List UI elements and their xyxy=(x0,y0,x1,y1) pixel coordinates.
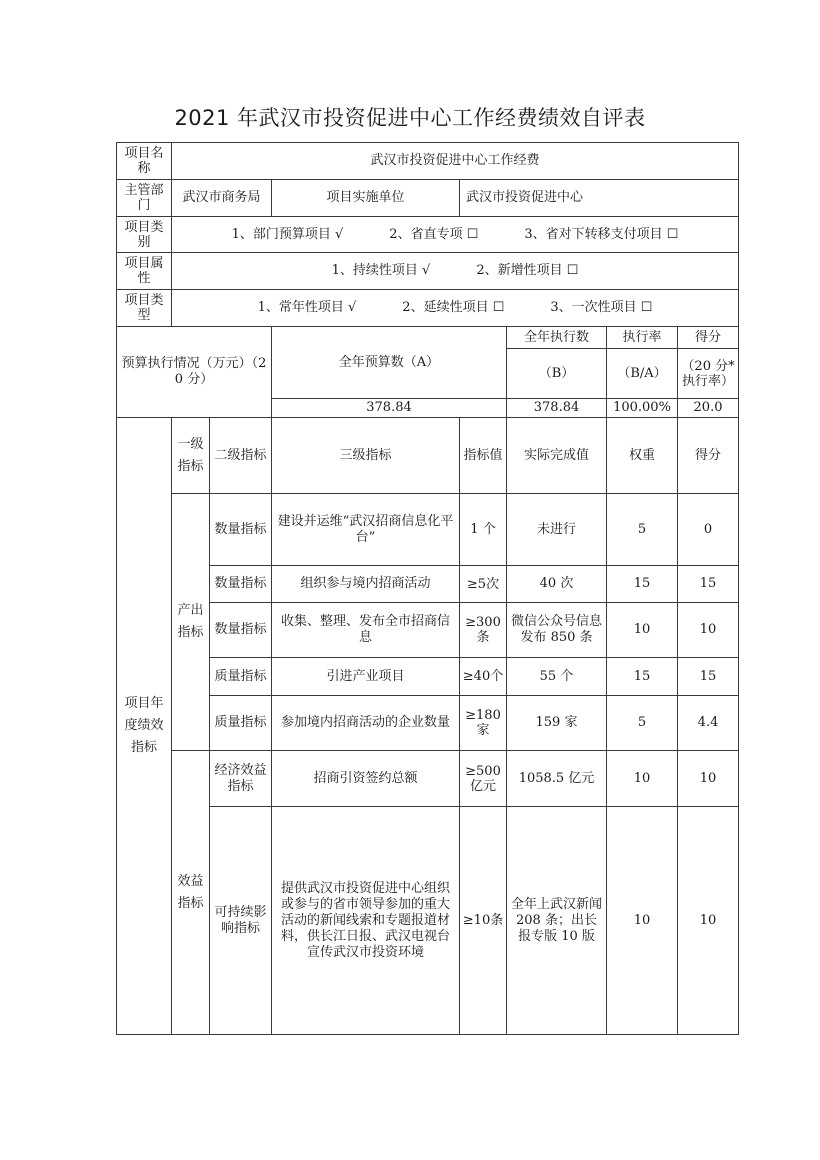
indicator-weight: 15 xyxy=(607,566,678,603)
department-value: 武汉市商务局 xyxy=(172,180,272,217)
indicator-level2: 可持续影响指标 xyxy=(210,807,272,1035)
indicator-score: 0 xyxy=(678,494,739,566)
project-type-label: 项目类型 xyxy=(117,290,172,327)
indicator-target: ≥5次 xyxy=(460,566,507,603)
indicator-score: 10 xyxy=(678,751,739,807)
indicator-score: 10 xyxy=(678,603,739,658)
indicator-score: 15 xyxy=(678,658,739,696)
indicator-row xyxy=(117,658,739,696)
evaluation-table xyxy=(116,142,739,1035)
indicator-row xyxy=(117,566,739,603)
budget-col-score-bottom: （20 分*执行率） xyxy=(678,349,739,399)
indicator-weight: 5 xyxy=(607,494,678,566)
type-option-extended: 2、延续性项目 ☐ xyxy=(402,300,505,315)
indicator-target: ≥40个 xyxy=(460,658,507,696)
implementing-unit-label: 项目实施单位 xyxy=(272,180,460,217)
project-type-options xyxy=(172,290,739,327)
indicator-weight: 15 xyxy=(607,658,678,696)
indicator-weight: 10 xyxy=(607,751,678,807)
type-option-annual: 1、常年性项目 √ xyxy=(257,300,357,315)
project-category-row xyxy=(117,217,739,253)
header-target: 指标值 xyxy=(460,418,507,494)
header-level1: 一级指标 xyxy=(172,418,210,494)
indicator-level3: 组织参与境内招商活动 xyxy=(272,566,460,603)
indicator-section-label: 项目年度绩效指标 xyxy=(117,418,172,1035)
department-label: 主管部门 xyxy=(117,180,172,217)
project-name-value: 武汉市投资促进中心工作经费 xyxy=(172,143,739,180)
header-actual: 实际完成值 xyxy=(507,418,607,494)
attribute-option-new: 2、新增性项目 ☐ xyxy=(476,263,579,278)
indicator-score: 10 xyxy=(678,807,739,1035)
header-level2: 二级指标 xyxy=(210,418,272,494)
indicator-level2: 数量指标 xyxy=(210,494,272,566)
indicator-level2: 质量指标 xyxy=(210,696,272,751)
indicator-row xyxy=(117,603,739,658)
indicator-level3: 招商引资签约总额 xyxy=(272,751,460,807)
indicator-weight: 5 xyxy=(607,696,678,751)
indicator-level2: 数量指标 xyxy=(210,566,272,603)
indicator-level2: 质量指标 xyxy=(210,658,272,696)
indicator-level2: 经济效益指标 xyxy=(210,751,272,807)
indicator-actual: 159 家 xyxy=(507,696,607,751)
indicator-target: 1 个 xyxy=(460,494,507,566)
project-attribute-label: 项目属性 xyxy=(117,253,172,290)
header-weight: 权重 xyxy=(607,418,678,494)
indicator-level3: 收集、整理、发布全市招商信息 xyxy=(272,603,460,658)
indicator-row xyxy=(117,807,739,1035)
indicator-target: ≥500亿元 xyxy=(460,751,507,807)
implementing-unit-value: 武汉市投资促进中心 xyxy=(460,180,739,217)
attribute-option-continuing: 1、持续性项目 √ xyxy=(331,263,431,278)
indicator-actual: 40 次 xyxy=(507,566,607,603)
indicator-row xyxy=(117,696,739,751)
indicator-score: 15 xyxy=(678,566,739,603)
project-name-row xyxy=(117,143,739,180)
indicator-row xyxy=(117,751,739,807)
budget-value-b: 378.84 xyxy=(507,399,607,418)
indicator-level2: 数量指标 xyxy=(210,603,272,658)
effect-indicator-group: 效益指标 xyxy=(172,751,210,1035)
indicator-target: ≥10条 xyxy=(460,807,507,1035)
category-option-provincial: 2、省直专项 ☐ xyxy=(389,226,479,242)
budget-col-rate-bottom: （B/A） xyxy=(607,349,678,399)
project-attribute-row xyxy=(117,253,739,290)
output-indicator-group: 产出指标 xyxy=(172,494,210,751)
project-attribute-options xyxy=(172,253,739,290)
budget-col-rate-top: 执行率 xyxy=(607,327,678,349)
budget-col-b-bottom: （B） xyxy=(507,349,607,399)
category-option-budget: 1、部门预算项目 √ xyxy=(231,226,344,242)
header-score: 得分 xyxy=(678,418,739,494)
indicator-actual: 全年上武汉新闻 208 条；出长报专版 10 版 xyxy=(507,807,607,1035)
indicator-target: ≥180家 xyxy=(460,696,507,751)
indicator-level3: 建设并运维“武汉招商信息化平台” xyxy=(272,494,460,566)
type-option-onetime: 3、一次性项目 ☐ xyxy=(550,300,653,315)
budget-col-b-top: 全年执行数 xyxy=(507,327,607,349)
budget-value-a: 378.84 xyxy=(272,399,507,418)
indicator-actual: 微信公众号信息发布 850 条 xyxy=(507,603,607,658)
budget-col-a: 全年预算数（A） xyxy=(272,327,507,399)
department-row xyxy=(117,180,739,217)
header-level3: 三级指标 xyxy=(272,418,460,494)
page-title: 2021 年武汉市投资促进中心工作经费绩效自评表 xyxy=(174,106,646,130)
indicator-level3: 提供武汉市投资促进中心组织或参与的省市领导参加的重大活动的新闻线索和专题报道材料，供长江日报、武汉电视台宣传武汉市投资环境 xyxy=(272,807,460,1035)
project-name-label: 项目名称 xyxy=(117,143,172,180)
project-category-label: 项目类别 xyxy=(117,217,172,253)
budget-label: 预算执行情况（万元）（20 分） xyxy=(117,327,272,418)
budget-col-score-top: 得分 xyxy=(678,327,739,349)
indicator-weight: 10 xyxy=(607,603,678,658)
indicator-actual: 未进行 xyxy=(507,494,607,566)
indicator-score: 4.4 xyxy=(678,696,739,751)
budget-value-rate: 100.00% xyxy=(607,399,678,418)
project-category-options xyxy=(172,217,739,253)
indicator-level3: 引进产业项目 xyxy=(272,658,460,696)
indicator-row xyxy=(117,494,739,566)
indicator-actual: 55 个 xyxy=(507,658,607,696)
indicator-header-row xyxy=(117,418,739,494)
category-option-transfer: 3、省对下转移支付项目 ☐ xyxy=(524,226,679,242)
indicator-weight: 10 xyxy=(607,807,678,1035)
indicator-level3: 参加境内招商活动的企业数量 xyxy=(272,696,460,751)
budget-value-score: 20.0 xyxy=(678,399,739,418)
budget-header-row xyxy=(117,327,739,349)
indicator-actual: 1058.5 亿元 xyxy=(507,751,607,807)
project-type-row xyxy=(117,290,739,327)
indicator-target: ≥300条 xyxy=(460,603,507,658)
